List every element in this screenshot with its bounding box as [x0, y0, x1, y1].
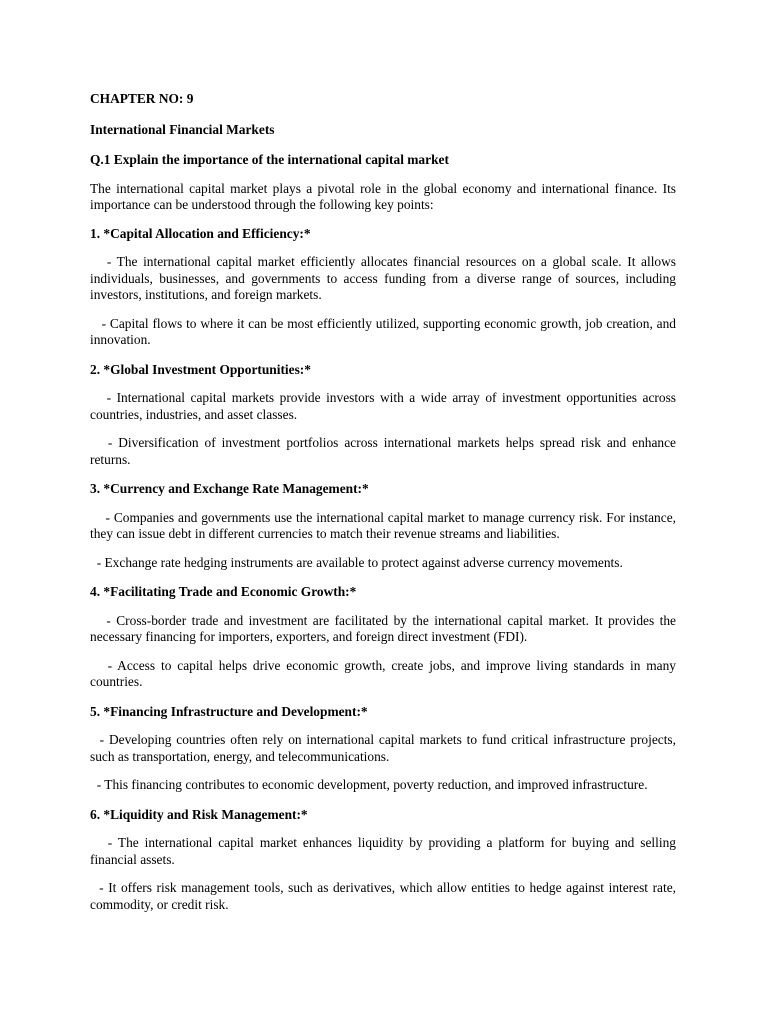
document-title: International Financial Markets: [90, 121, 275, 137]
section-2: [90, 362, 676, 469]
section-heading: 4. *Facilitating Trade and Economic Growth:*: [90, 584, 357, 599]
section-heading: 6. *Liquidity and Risk Management:*: [90, 806, 308, 822]
section-6: [90, 807, 676, 914]
section-heading: 5. *Financing Infrastructure and Development:*: [90, 703, 368, 719]
section-heading: 3. *Currency and Exchange Rate Management:*: [90, 481, 369, 496]
section-bullet: - The international capital market enhances liquidity by providing a platform for buying and selling financial assets.: [90, 835, 676, 867]
question-heading: Q.1 Explain the importance of the international capital market: [90, 152, 449, 167]
section-bullet: - Access to capital helps drive economic growth, create jobs, and improve living standards in many countries.: [90, 657, 676, 689]
document-page: [90, 91, 676, 913]
section-bullet: - Capital flows to where it can be most efficiently utilized, supporting economic growth, job creation, and innovation.: [90, 315, 676, 347]
section-bullet: - The international capital market efficiently allocates financial resources on a global scale. It allows individuals, businesses, and governments to access funding from a diverse range of sources, including investors, institutions, and foreign markets.: [90, 254, 676, 302]
section-bullet: - This financing contributes to economic development, poverty reduction, and improved infrastructure.: [90, 777, 648, 792]
section-bullet: - Developing countries often rely on international capital markets to fund critical infrastructure projects, such as transportation, energy, and telecommunications.: [90, 732, 676, 764]
section-3: [90, 481, 676, 571]
section-bullet: - International capital markets provide investors with a wide array of investment opportunities across countries, industries, and asset classes.: [90, 390, 676, 422]
section-5: [90, 704, 676, 794]
section-bullet: - Exchange rate hedging instruments are available to protect against adverse currency movements.: [90, 554, 623, 570]
section-1: [90, 226, 676, 349]
section-bullet: - Cross-border trade and investment are facilitated by the international capital market. It provides the necessary financing for importers, exporters, and foreign direct investment (FDI).: [90, 612, 676, 644]
section-bullet: - It offers risk management tools, such as derivatives, which allow entities to hedge against interest rate, commodity, or credit risk.: [90, 880, 676, 912]
intro-paragraph: The international capital market plays a pivotal role in the global economy and international finance. Its importance can be understood through the following key points:: [90, 180, 676, 212]
section-4: [90, 584, 676, 691]
section-heading: 1. *Capital Allocation and Efficiency:*: [90, 225, 311, 241]
chapter-number: CHAPTER NO: 9: [90, 91, 194, 106]
section-heading: 2. *Global Investment Opportunities:*: [90, 361, 311, 377]
section-bullet: - Diversification of investment portfolios across international markets helps spread risk and enhance returns.: [90, 435, 676, 467]
section-bullet: - Companies and governments use the international capital market to manage currency risk. For instance, they can issue debt in different currencies to match their revenue streams and liabilities.: [90, 509, 676, 541]
